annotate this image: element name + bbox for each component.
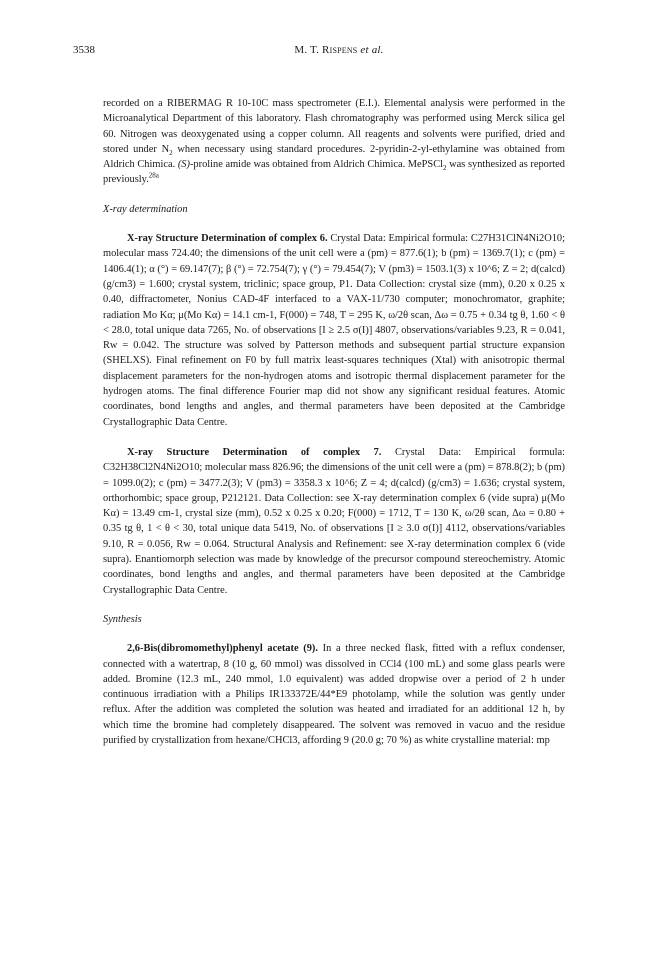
author-surname: Rispens [322, 44, 358, 56]
xray-complex-7-paragraph [103, 445, 565, 598]
section-heading-synthesis: Synthesis [103, 613, 142, 625]
intro-paragraph: recorded on a RIBERMAG R 10-10C mass spectrometer (E.I.). Elemental analysis were performed in the Microanalytical Department of this laboratory. Flash chromatography was performed using Merck silica gel 60. Nitrogen was deoxygenated using a copper column. All reagents and solvents were purified, dried and stored under $N_2$ when necessary using standard procedures. 2-pyridin-2-yl-ethylamine was obtained from Aldrich Chimica. (S)-proline amide was obtained from Aldrich Chimica. MePSCl$_2$ was synthesized as reported previously.$^{28a}$ [103, 98, 565, 186]
author-initials: M. T. [294, 44, 323, 56]
page-number: 3538 [73, 44, 95, 56]
synthesis-compound-9-paragraph [103, 641, 565, 748]
section-heading-xray: X-ray determination [103, 203, 188, 215]
xray-6-text: Crystal Data: Empirical formula: C27H31ClN4Ni2O10; molecular mass 724.40; the dimensions of the unit cell were a (pm) = 877.6(1); b (pm) = 1369.7(1); c (pm) = 1406.4(1); α (°) = 69.147(7); β (°) = 72.754(7); γ (°) = 79.454(7); V (pm3) = 1503.1(3) x 10^6; Z = 2; d(calcd) (g/cm3) = 1.600; crystal system, triclinic; space group, P1. Data Collection: crystal size (mm), 0.20 x 0.25 x 0.40, diffractometer, Nonius CAD-4F interfaced to a VAX-11/730 computer; monochromator, graphite; radiation Mo Kα; μ(Mo Kα) = 14.1 cm-1, F(000) = 748, T = 295 K, ω/2θ scan, Δω = 0.75 + 0.34 tg θ, 1.60 < θ < 28.0, total unique data 7265, No. of observations [I ≥ 2.5 σ(I)] 4807, observations/variables 9.23, R = 0.041, Rw = 0.042. The structure was solved by Patterson methods and subsequent partial structure expansion (SHELXS). Final refinement on F0 by full matrix least-squares techniques (Xtal) with anisotropic thermal displacement parameters for the non-hydrogen atoms and isotropic thermal displacement parameter for the hydrogen atoms. The final difference Fourier map did not show any significant residual features. Atomic coordinates, bond lengths and angles, and thermal parameters have been deposited at the Cambridge Crystallographic Data Centre. [103, 233, 565, 428]
xray-7-text: Crystal Data: Empirical formula: C32H38Cl2N4Ni2O10; molecular mass 826.96; the dimensions of the unit cell were a (pm) = 878.8(2); b (pm) = 1099.0(2); c (pm) = 3477.2(3); V (pm3) = 3358.3 x 10^6; Z = 4; d(calcd) (g/cm3) = 1.636; crystal system, orthorhombic; space group, P212121. Data Collection: see X-ray determination complex 6 (vide supra) μ(Mo Kα) = 13.49 cm-1, crystal size (mm), 0.52 x 0.25 x 0.20; F(000) = 1712, T = 130 K, ω/2θ scan, Δω = 0.80 + 0.35 tg θ, 1 < θ < 30, total unique data 5419, No. of observations [I ≥ 3.0 σ(I)] 4112, observations/variables 9.10, R = 0.056, Rw = 0.064. Structural Analysis and Refinement: see X-ray determination complex 6 (vide supra). Enantiomorph selection was made by knowledge of the precursor compound stereochemistry. Atomic coordinates, bond lengths and angles, and thermal parameters have been deposited at the Cambridge Crystallographic Data Centre. [103, 446, 565, 596]
page-header [73, 44, 605, 60]
xray-7-lead: X-ray Structure Determination of complex 7. [127, 446, 382, 458]
running-head [73, 44, 605, 56]
synth-9-lead: 2,6-Bis(dibromomethyl)phenyl acetate (9). [127, 643, 318, 655]
xray-6-lead: X-ray Structure Determination of complex 6. [127, 233, 328, 245]
synth-9-text: In a three necked flask, fitted with a reflux condenser, connected with a watertrap, 8 (10 g, 60 mmol) was dissolved in CCl4 (100 mL) and some glass pearls were added. Bromine (12.3 mL, 240 mmol, 1.0 equivalent) was added dropwise over a period of 2 h under continuous irradiation with a Philips IR133372E/44*E9 photolamp, while the solution was gently under reflux. After the addition was completed the solution was heated and irradiated for an additional 12 h, by which time the bromine had completely disappeared. The solvent was removed in vacuo and the residue purified by crystallization from hexane/CHCl3, affording 9 (20.0 g; 70 %) as white crystalline material: mp [103, 643, 565, 746]
xray-complex-6-paragraph [103, 231, 565, 430]
author-etal: et al. [357, 44, 384, 56]
body-text [103, 96, 565, 748]
